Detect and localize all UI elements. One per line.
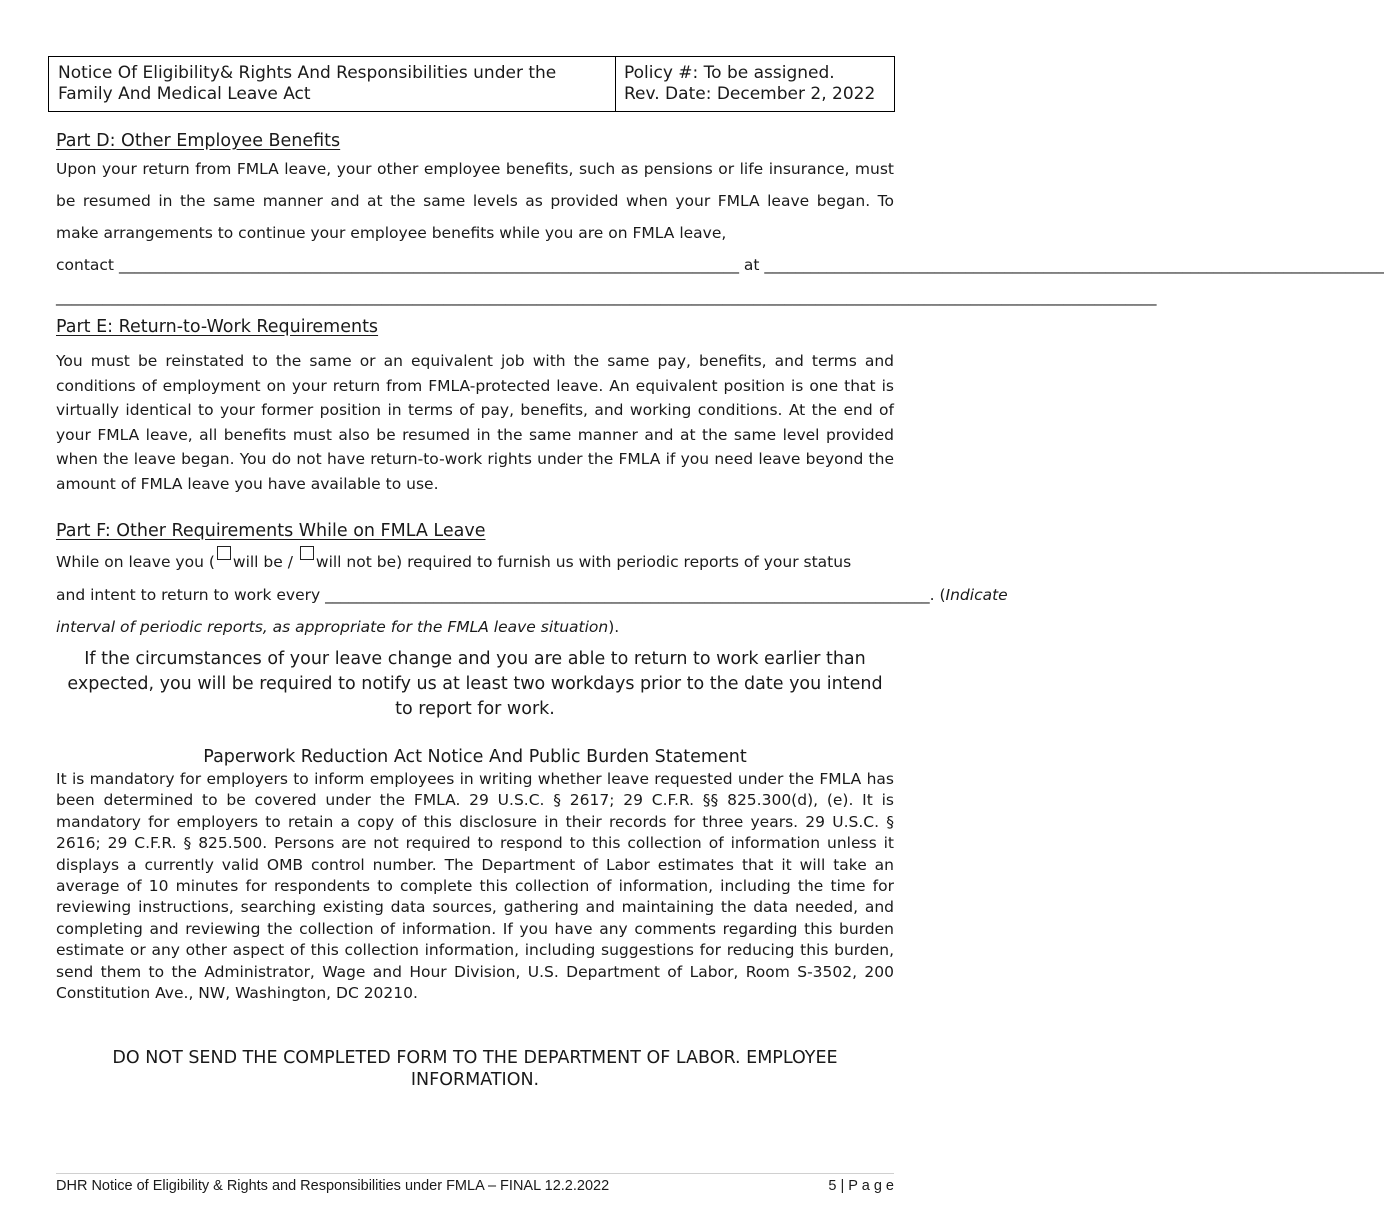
part-f-title: Part F: Other Requirements While on FMLA Leave (56, 521, 486, 541)
part-f-line2-post: . ( (929, 585, 946, 604)
part-e-title: Part E: Return-to-Work Requirements (56, 317, 379, 337)
will-not-be-checkbox[interactable] (300, 546, 314, 560)
report-interval-field[interactable]: ______________________________________________________________________________ (325, 585, 930, 604)
will-not-be-label: will not be) required to furnish us with periodic reports of your status (315, 553, 852, 571)
header-table (48, 56, 895, 112)
part-f-line-1 (56, 546, 894, 579)
contact-label: contact (56, 256, 115, 274)
part-f-body (56, 546, 1008, 644)
part-d-text: Upon your return from FMLA leave, your other employee benefits, such as pensions or life insurance, must be resumed in the same manner and at the same levels as provided when your FMLA leave began. To make arrangements to continue your employee benefits while you are on FMLA leave, (56, 160, 894, 242)
header-title: Notice Of Eligibility& Rights And Responsibilities under the Family And Medical Leave Act (49, 57, 616, 111)
part-f-line-2 (56, 579, 1008, 612)
part-e-body: You must be reinstated to the same or an equivalent job with the same pay, benefits, and terms and conditions of employment on your return from FMLA-protected leave. An equivalent position is one that is virtually identical to your former position in terms of pay, benefits, and working conditions. At the end of your FMLA leave, all benefits must also be resumed in the same manner and at the same level provided when the leave began. You do not have return-to-work rights under the FMLA if you need leave beyond the amount of FMLA leave you have available to use. (56, 352, 894, 493)
header-policy-cell (616, 57, 894, 111)
part-d-title: Part D: Other Employee Benefits (56, 131, 341, 151)
part-f-line-3 (56, 611, 894, 644)
at-label: at (743, 256, 760, 274)
revision-date: Rev. Date: December 2, 2022 (624, 84, 876, 104)
part-d-body (56, 153, 1384, 313)
part-f-line2-pre: and intent to return to work every (56, 585, 321, 604)
circumstances-notice: If the circumstances of your leave change and you are able to return to work earlier than expected, you will be required to notify us at least two workdays prior to the date you intend to report for work. (67, 649, 883, 719)
contact-line (56, 249, 1384, 281)
contact-extra-field[interactable]: ______________________________________________________________________________________________________________________________________________ (56, 288, 1157, 306)
will-be-checkbox[interactable] (217, 546, 231, 560)
page-footer (56, 1173, 894, 1194)
part-f-line1-pre: While on leave you ( (56, 553, 215, 571)
will-be-label: will be / (232, 553, 293, 571)
paperwork-body: It is mandatory for employers to inform employees in writing whether leave requested under the FMLA has been determined to be covered under the FMLA. 29 U.S.C. § 2617; 29 C.F.R. §§ 825.300(d), (e). It is mandatory for employers to retain a copy of this disclosure in their records for three years. 29 U.S.C. § 2616; 29 C.F.R. § 825.500. Persons are not required to respond to this collection of information unless it displays a currently valid OMB control number. The Department of Labor estimates that it will take an average of 10 minutes for respondents to complete this collection of information, including the time for reviewing instructions, searching existing data sources, gathering and maintaining the data needed, and completing and reviewing the collection of information. If you have any comments regarding this burden estimate or any other aspect of this collection information, including suggestions for reducing this burden, send them to the Administrator, Wage and Hour Division, U.S. Department of Labor, Room S-3502, 200 Constitution Ave., NW, Washington, DC 20210. (56, 770, 894, 1003)
contact-name-field[interactable]: ________________________________________________________________________________ (118, 256, 739, 274)
do-not-send-notice: DO NOT SEND THE COMPLETED FORM TO THE DEPARTMENT OF LABOR. EMPLOYEE INFORMATION. (112, 1048, 838, 1090)
footer-page-number: 5 | P a g e (828, 1178, 894, 1194)
policy-number: Policy #: To be assigned. (624, 63, 835, 83)
contact-at-field[interactable]: ________________________________________________________________________________ (764, 256, 1384, 274)
paperwork-title: Paperwork Reduction Act Notice And Public Burden Statement (203, 747, 747, 767)
contact-continuation-line (56, 281, 1157, 313)
interval-hint: interval of periodic reports, as appropriate for the FMLA leave situation (56, 618, 609, 636)
part-f-line3-end: ). (608, 618, 620, 636)
footer-document-name: DHR Notice of Eligibility & Rights and Responsibilities under FMLA – FINAL 12.2.2022 (56, 1178, 610, 1194)
indicate-text: Indicate (945, 585, 1008, 604)
